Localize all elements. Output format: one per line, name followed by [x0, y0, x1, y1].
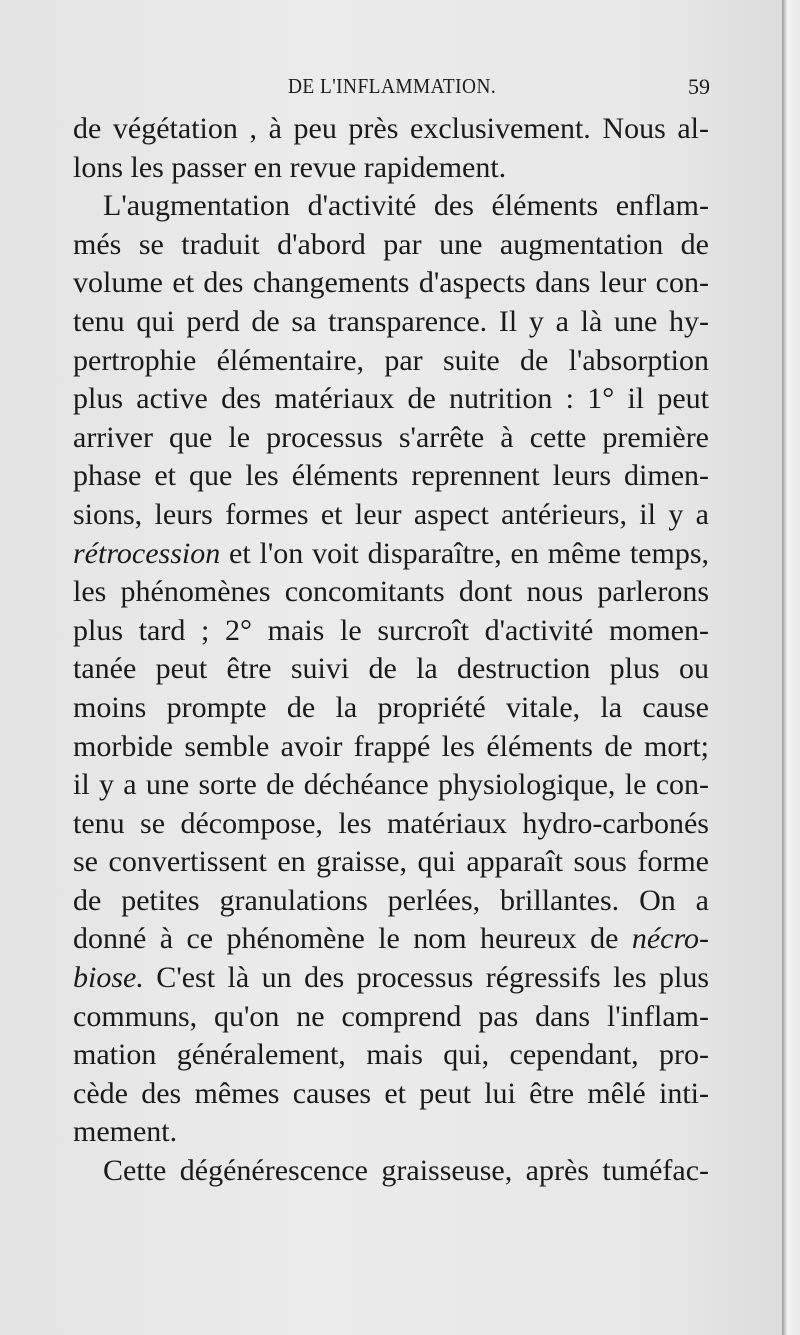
page-edge: [782, 0, 800, 1335]
text-line: communs, qu'on ne comprend pas dans l'inflam-: [73, 999, 709, 1033]
text-line: mement.: [73, 1115, 178, 1149]
text-line: més se traduit d'abord par une augmentation de: [73, 227, 709, 261]
body-text: [73, 110, 709, 1191]
text-line: moins prompte de la propriété vitale, la cause: [73, 690, 709, 724]
text-line: tanée peut être suivi de la destruction plus ou: [73, 652, 709, 686]
text-line: se convertissent en graisse, qui apparaît sous forme: [73, 845, 709, 879]
text-line: tenu se décompose, les matériaux hydro-carbonés: [73, 806, 709, 840]
text-line: plus active des matériaux de nutrition : 1° il peut: [73, 382, 709, 416]
text-line: plus tard ; 2° mais le surcroît d'activité momen-: [73, 613, 709, 647]
text-line: de végétation , à peu près exclusivement. Nous al-: [73, 112, 709, 145]
text-line: phase et que les éléments reprennent leurs dimen-: [73, 459, 709, 493]
text-line: de petites granulations perlées, brillantes. On a: [73, 883, 709, 917]
italic-term: nécro-: [631, 922, 709, 956]
text-line: biose. C'est là un des processus régressifs les plus: [73, 961, 709, 995]
text-line: mation généralement, mais qui, cependant, pro-: [73, 1038, 709, 1072]
page-number: 59: [688, 74, 710, 99]
text-line: arriver que le processus s'arrête à cette première: [73, 420, 709, 454]
text-line: les phénomènes concomitants dont nous parlerons: [73, 575, 709, 609]
text-line: morbide semble avoir frappé les éléments de mort;: [73, 729, 709, 763]
running-head-title: DE L'INFLAMMATION.: [288, 74, 497, 98]
text-line: il y a une sorte de déchéance physiologique, le con-: [73, 768, 709, 802]
text-line: volume et des changements d'aspects dans leur con-: [73, 266, 709, 300]
text-line: L'augmentation d'activité des éléments enflam-: [103, 189, 709, 223]
text-line: lons les passer en revue rapidement.: [73, 150, 507, 184]
text-line: cède des mêmes causes et peut lui être mêlé inti-: [73, 1076, 709, 1110]
italic-term: rétrocession: [73, 536, 221, 570]
text-line: sions, leurs formes et leur aspect antérieurs, il y a: [73, 497, 709, 531]
text-line: Cette dégénérescence graisseuse, après tuméfac-: [103, 1154, 709, 1188]
text-line: pertrophie élémentaire, par suite de l'absorption: [73, 343, 709, 377]
text-line: tenu qui perd de sa transparence. Il y a là une hy-: [73, 304, 709, 338]
italic-term: biose.: [73, 961, 144, 995]
text-line: donné à ce phénomène le nom heureux de nécro-: [73, 922, 709, 956]
running-head: [70, 74, 710, 104]
text-line: rétrocession et l'on voit disparaître, en même temps,: [73, 536, 709, 570]
